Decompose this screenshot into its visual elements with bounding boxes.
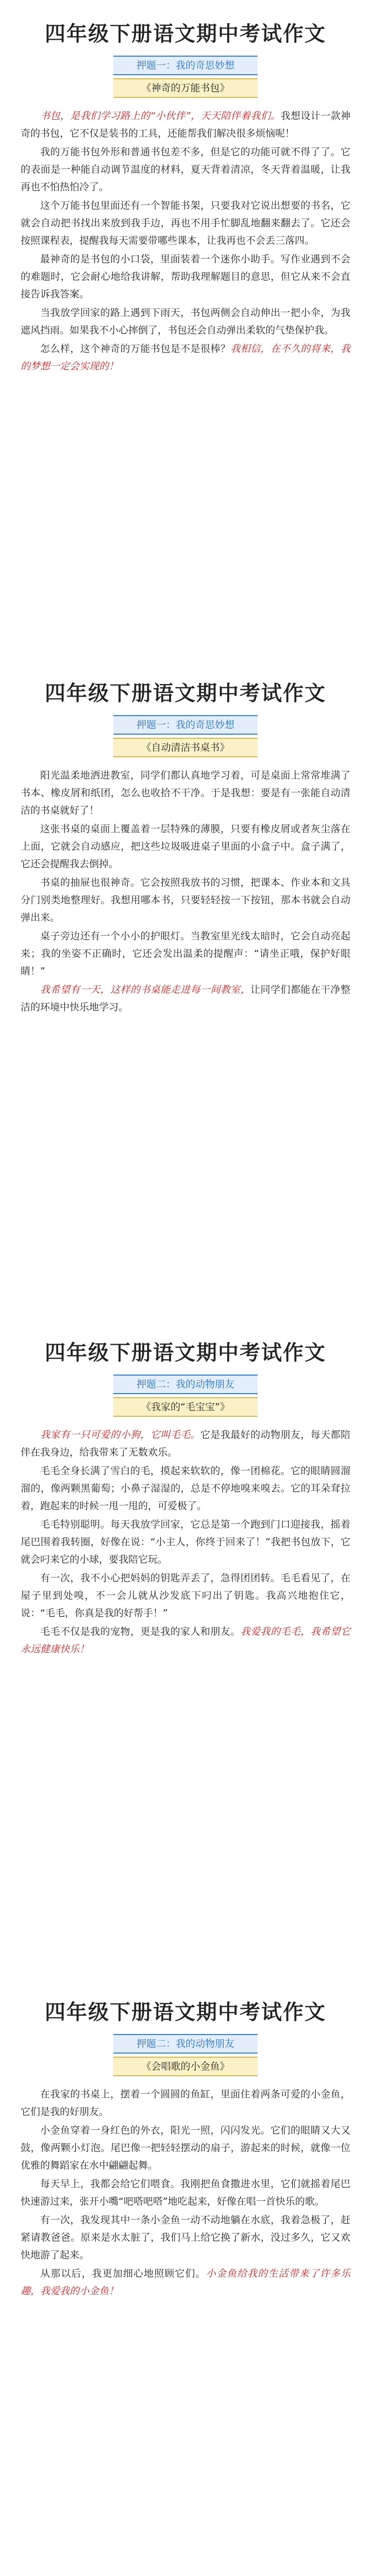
essay-paragraph: 这个万能书包里面还有一个智能书架，只要我对它说出想要的书名，它就会自动把书找出来放到我手边，再也不用手忙脚乱地翻来翻去了。它还会按照课程表，提醒我每天需要带哪些课本，让我再也不会丢三落四。 bbox=[21, 200, 350, 246]
essay-paragraph: 我家有一只可爱的小狗，它叫毛毛。它是我最好的动物朋友，每天都陪伴在我身边，给我带来了无数欢乐。 bbox=[21, 1429, 350, 1458]
highlighted-sentence: 书包，是我们学习路上的“小伙伴”，天天陪伴着我们。 bbox=[40, 110, 281, 122]
essay-paragraph: 毛毛特别聪明。每天我放学回家，它总是第一个跑到门口迎接我，摇着尾巴围着我转圈，好像在说：“小主人，你终于回来了！”我把书包放下，它就会叼来它的小球，要我陪它玩。 bbox=[21, 1519, 350, 1565]
essay-section-1 bbox=[0, 0, 371, 659]
essay-paragraph: 毛毛全身长满了雪白的毛，摸起来软软的，像一团棉花。它的眼睛圆溜溜的，像两颗黑葡萄；小鼻子湿湿的，总是不停地嗅来嗅去。它的耳朵耷拉着，跑起来的时候一甩一甩的，可爱极了。 bbox=[21, 1465, 350, 1512]
essay-section-4 bbox=[0, 1978, 371, 2576]
section-title: 四年级下册语文期中考试作文 bbox=[45, 2001, 326, 2024]
topic-label: 押题二：我的动物朋友 bbox=[113, 1375, 258, 1394]
essay-paragraph: 每天早上，我都会给它们喂食。我刚把鱼食撒进水里，它们就摇着尾巴快速游过来，张开小嘴“吧嗒吧嗒”地吃起来，好像在唱一首快乐的歌。 bbox=[21, 2178, 350, 2207]
highlighted-sentence: 我希望有一天，这样的书桌能走进每一间教室， bbox=[40, 984, 251, 995]
essay-paragraph: 这张书桌的桌面上覆盖着一层特殊的薄膜，只要有橡皮屑或者灰尘落在上面，它就会自动感应，把这些垃圾吸进桌子里面的小盒子中。盒子满了，它还会提醒我去倒掉。 bbox=[21, 823, 350, 870]
essay-paragraph: 当我放学回家的路上遇到下雨天，书包两侧会自动伸出一把小伞，为我遮风挡雨。如果我不小心摔倒了，书包还会自动弹出柔软的气垫保护我。 bbox=[21, 307, 350, 336]
section-title: 四年级下册语文期中考试作文 bbox=[45, 682, 326, 705]
section-title: 四年级下册语文期中考试作文 bbox=[45, 22, 326, 46]
essay-paragraph: 小金鱼穿着一身红色的外衣，阳光一照，闪闪发光。它们的眼睛又大又鼓，像两颗小灯泡。尾巴像一把轻轻摆动的扇子，游起来的时候，就像一位优雅的舞蹈家在水中翩翩起舞。 bbox=[21, 2125, 350, 2171]
essay-title: 《神奇的万能书包》 bbox=[113, 78, 258, 98]
topic-label: 押题一：我的奇思妙想 bbox=[113, 56, 258, 75]
essay-paragraph: 桌子旁边还有一个小小的护眼灯。当教室里光线太暗时，它会自动亮起来；我的坐姿不正确时，它还会发出温柔的提醒声：“请坐正哦，保护好眼睛！” bbox=[21, 930, 350, 977]
section-title: 四年级下册语文期中考试作文 bbox=[45, 1341, 326, 1365]
essay-paragraph: 书包，是我们学习路上的“小伙伴”，天天陪伴着我们。我想设计一款神奇的书包，它不仅是装书的工具，还能帮我们解决很多烦恼呢！ bbox=[21, 110, 350, 139]
essay-section-2 bbox=[0, 659, 371, 1319]
essay-paragraph: 在我家的书桌上，摆着一个圆圆的鱼缸，里面住着两条可爱的小金鱼，它们是我的好朋友。 bbox=[21, 2089, 350, 2117]
essay-paragraph: 书桌的抽屉也很神奇。它会按照我放书的习惯，把课本、作业本和文具分门别类地整理好。我想用哪本书，只要轻轻按一下按钮，那本书就会自动弹出来。 bbox=[21, 877, 350, 923]
topic-label: 押题一：我的奇思妙想 bbox=[113, 715, 258, 735]
essay-paragraph: 我希望有一天，这样的书桌能走进每一间教室，让同学们都能在干净整洁的环境中快乐地学习。 bbox=[21, 984, 350, 1013]
essay-paragraph: 有一次，我不小心把妈妈的钥匙弄丢了，急得团团转。毛毛看见了，在屋子里到处嗅，不一会儿就从沙发底下叼出了钥匙。我高兴地抱住它，说：“毛毛，你真是我的好帮手！” bbox=[21, 1572, 350, 1619]
topic-label: 押题二：我的动物朋友 bbox=[113, 2034, 258, 2054]
highlighted-sentence: 小金鱼给我的生活带来了许多乐趣，我爱我的小金鱼！ bbox=[21, 2268, 350, 2297]
essay-title: 《自动清洁书桌书》 bbox=[113, 738, 258, 757]
essay-paragraph: 有一次，我发现其中一条小金鱼一动不动地躺在水底，我着急极了，赶紧请教爸爸。原来是水太脏了，我们马上给它换了新水，没过多久，它又欢快地游了起来。 bbox=[21, 2214, 350, 2261]
essay-paragraph: 阳光温柔地洒进教室，同学们都认真地学习着，可是桌面上常常堆满了书本、橡皮屑和纸团，怎么也收拾不干净。于是我想：要是有一张能自动清洁的书桌就好了！ bbox=[21, 770, 350, 816]
essay-paragraph: 从那以后，我更加细心地照顾它们。小金鱼给我的生活带来了许多乐趣，我爱我的小金鱼！ bbox=[21, 2268, 350, 2297]
highlighted-sentence: 我家有一只可爱的小狗，它叫毛毛。 bbox=[40, 1429, 200, 1440]
essay-paragraph: 我的万能书包外形和普通书包差不多，但是它的功能可就不得了了。它的表面是一种能自动调节温度的材料，夏天背着清凉，冬天背着温暖，让我再也不怕热怕冷了。 bbox=[21, 146, 350, 193]
highlighted-sentence: 我相信，在不久的将来，我的梦想一定会实现的！ bbox=[21, 343, 350, 372]
essay-title: 《会唱歌的小金鱼》 bbox=[113, 2057, 258, 2076]
highlighted-sentence: 我爱我的毛毛，我希望它永远健康快乐！ bbox=[21, 1626, 350, 1655]
essay-title: 《我家的“毛宝宝”》 bbox=[113, 1397, 258, 1417]
essay-paragraph: 怎么样，这个神奇的万能书包是不是很棒？我相信，在不久的将来，我的梦想一定会实现的！ bbox=[21, 343, 350, 372]
essay-paragraph: 毛毛不仅是我的宠物，更是我的家人和朋友。我爱我的毛毛，我希望它永远健康快乐！ bbox=[21, 1626, 350, 1655]
essay-paragraph: 最神奇的是书包的小口袋，里面装着一个迷你小助手。写作业遇到不会的难题时，它会耐心地给我讲解，帮助我理解题目的意思，但它从来不会直接告诉我答案。 bbox=[21, 253, 350, 300]
essay-section-3 bbox=[0, 1319, 371, 1978]
